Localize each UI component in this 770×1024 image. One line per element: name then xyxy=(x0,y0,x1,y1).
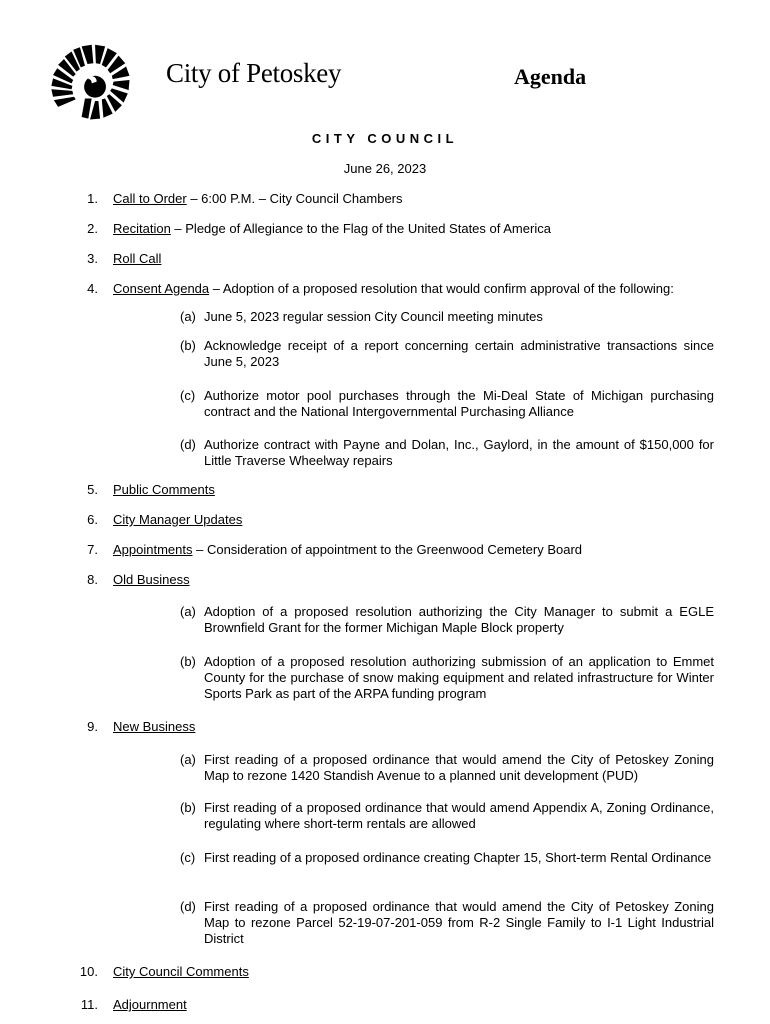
item-title: Consent Agenda xyxy=(113,281,210,296)
item-number: 6. xyxy=(87,512,98,527)
item-number: 7. xyxy=(87,542,98,557)
sub-item-text: Acknowledge receipt of a report concerning certain administrative transactions since June 5, 2023 xyxy=(204,338,714,369)
sub-item-text: First reading of a proposed ordinance that would amend the City of Petoskey Zoning Map to rezone Parcel 52-19-07-201-059 from R-2 Single Family to I-1 Light Industrial District xyxy=(204,899,714,946)
sub-item-text: Adoption of a proposed resolution authorizing the City Manager to submit a EGLE Brownfield Grant for the former Michigan Maple Block property xyxy=(204,604,714,635)
item-title: City Manager Updates xyxy=(113,512,243,527)
sub-item-text: Authorize motor pool purchases through the Mi-Deal State of Michigan purchasing contract and the National Intergovernmental Purchasing Alliance xyxy=(204,388,714,419)
item-title: Old Business xyxy=(113,572,190,587)
item-title: Public Comments xyxy=(113,482,215,497)
sub-item-letter: (d) xyxy=(180,899,196,914)
sub-item-letter: (b) xyxy=(180,338,196,353)
sub-item-letter: (b) xyxy=(180,654,196,669)
sub-item-text: First reading of a proposed ordinance creating Chapter 15, Short-term Rental Ordinance xyxy=(204,850,712,865)
sub-item-text: Adoption of a proposed resolution authorizing submission of an application to Emmet County for the purchase of snow making equipment and related infrastructure for Winter Sports Park as part of the ARPA funding program xyxy=(204,654,714,701)
item-number: 3. xyxy=(87,251,98,266)
item-number: 2. xyxy=(87,221,98,236)
item-title: Roll Call xyxy=(113,251,162,266)
item-number: 5. xyxy=(87,482,98,497)
sub-item-text: First reading of a proposed ordinance that would amend Appendix A, Zoning Ordinance, regulating where short-term rentals are allowed xyxy=(204,800,714,831)
item-text xyxy=(113,964,718,980)
item-title: Appointments xyxy=(113,542,193,557)
sub-item-letter: (a) xyxy=(180,309,196,324)
item-text xyxy=(113,281,718,297)
item-number: 9. xyxy=(87,719,98,734)
city-logo xyxy=(48,38,132,122)
item-text xyxy=(113,191,718,207)
sub-item-text: June 5, 2023 regular session City Council meeting minutes xyxy=(204,309,543,324)
sub-item-letter: (a) xyxy=(180,604,196,619)
item-title: New Business xyxy=(113,719,196,734)
sub-item-letter: (c) xyxy=(180,850,196,865)
item-text xyxy=(113,512,718,528)
item-text xyxy=(113,572,718,588)
item-number: 4. xyxy=(87,281,98,296)
item-number: 1. xyxy=(87,191,98,206)
item-title: Call to Order xyxy=(113,191,187,206)
item-number: 10. xyxy=(79,964,98,979)
item-text xyxy=(113,221,718,237)
item-text xyxy=(113,997,718,1013)
item-text xyxy=(113,251,718,267)
meeting-date: June 26, 2023 xyxy=(343,161,427,176)
sub-item-letter: (b) xyxy=(180,800,196,815)
meeting-body: CITY COUNCIL xyxy=(311,131,459,146)
item-title: Recitation xyxy=(113,221,171,236)
item-number: 11. xyxy=(80,997,98,1012)
item-number: 8. xyxy=(87,572,98,587)
item-description: – Pledge of Allegiance to the Flag of the United States of America xyxy=(170,221,551,236)
sub-item-letter: (a) xyxy=(180,752,196,767)
item-description: – Consideration of appointment to the Greenwood Cemetery Board xyxy=(192,542,583,557)
sub-item-text: First reading of a proposed ordinance that would amend the City of Petoskey Zoning Map to rezone 1420 Standish Avenue to a planned unit development (PUD) xyxy=(204,752,714,783)
document-type: Agenda xyxy=(514,64,587,89)
item-title: Adjournment xyxy=(113,997,187,1012)
item-text xyxy=(113,482,718,498)
item-description: – 6:00 P.M. – City Council Chambers xyxy=(186,191,403,206)
sub-item-letter: (c) xyxy=(180,388,196,403)
item-title: City Council Comments xyxy=(113,964,249,979)
city-name: City of Petoskey xyxy=(166,58,342,88)
sub-item-letter: (d) xyxy=(180,437,196,452)
item-description: – Adoption of a proposed resolution that would confirm approval of the following: xyxy=(209,281,674,296)
item-text xyxy=(113,542,718,558)
sub-item-text: Authorize contract with Payne and Dolan, Inc., Gaylord, in the amount of $150,000 for Little Traverse Wheelway repairs xyxy=(204,437,714,468)
item-text xyxy=(113,719,718,735)
